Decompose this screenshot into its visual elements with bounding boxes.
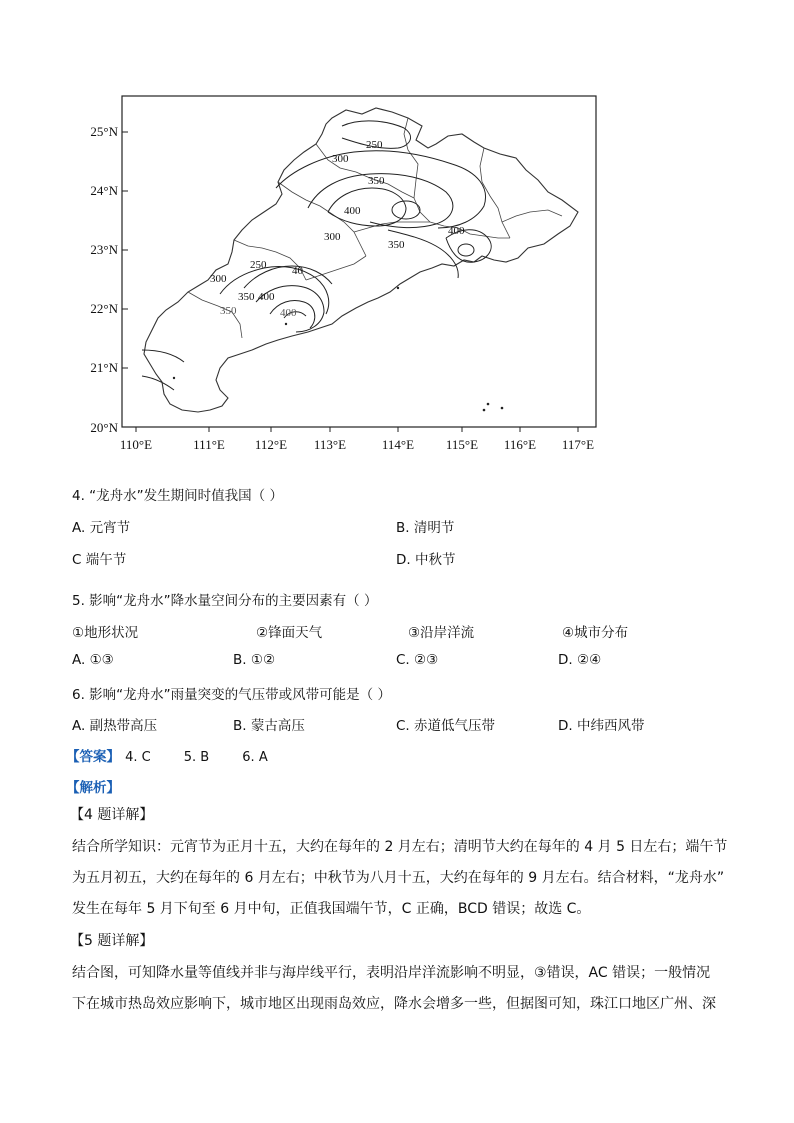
detail-4-line: 为五月初五，大约在每年的 6 月左右；中秋节为八月十五，大约在每年的 9 月左右。结合材料，“龙舟水” [72, 870, 725, 886]
q5-option-a[interactable]: A. ①③ [72, 652, 114, 668]
contour-label: 300 [324, 231, 341, 243]
contour-label: 350 [220, 305, 237, 317]
contour-label: 350 [368, 175, 385, 187]
lon-label: 112°E [254, 437, 288, 452]
contour-label: 40 [292, 265, 303, 277]
q5-option-b[interactable]: B. ①② [233, 652, 276, 668]
lon-label: 110°E [119, 437, 153, 452]
contour-label: 300 [332, 153, 349, 165]
q4-option-d[interactable]: D. 中秋节 [396, 552, 456, 568]
lat-label: 24°N [90, 183, 118, 198]
lat-label: 22°N [90, 301, 118, 316]
detail-5-title: 【5 题详解】 [70, 933, 154, 949]
isohyets [142, 121, 491, 390]
q5-option-d[interactable]: D. ②④ [558, 652, 602, 668]
contour-label: 350 [238, 291, 255, 303]
detail-4-title: 【4 题详解】 [70, 807, 154, 823]
contour-label: 350 [388, 239, 405, 251]
lon-axis [120, 427, 594, 452]
contour-label: 400 [448, 225, 465, 237]
contour-label: 400 [344, 205, 361, 217]
contour-label: 250 [366, 139, 383, 151]
q5-factor-2: ②锋面天气 [256, 625, 323, 641]
lat-label: 23°N [90, 242, 118, 257]
detail-5-line: 结合图，可知降水量等值线并非与海岸线平行，表明沿岸洋流影响不明显，③错误，AC 错误；一般情况 [72, 965, 711, 981]
lon-label: 114°E [381, 437, 415, 452]
q4-option-c[interactable]: C 端午节 [72, 552, 127, 568]
q5-factor-3: ③沿岸洋流 [408, 625, 475, 641]
detail-5-line: 下在城市热岛效应影响下，城市地区出现雨岛效应，降水会增多一些，但据图可知，珠江口地区广州、深 [72, 996, 716, 1012]
q5-option-c[interactable]: C. ②③ [396, 652, 439, 668]
lon-label: 111°E [193, 437, 225, 452]
question-6-stem: 6. 影响“龙舟水”雨量突变的气压带或风带可能是（ ） [72, 687, 391, 703]
lon-label: 113°E [313, 437, 347, 452]
lon-label: 115°E [445, 437, 479, 452]
answer-row [66, 745, 268, 765]
q5-factor-1: ①地形状况 [72, 625, 139, 641]
q6-option-d[interactable]: D. 中纬西风带 [558, 718, 645, 734]
contour-label: 400 [280, 307, 297, 319]
lat-label: 25°N [90, 124, 118, 139]
detail-4-line: 结合所学知识：元宵节为正月十五，大约在每年的 2 月左右；清明节大约在每年的 4 月 5 日左右；端午节 [72, 839, 728, 855]
province-outline [144, 108, 578, 412]
q6-option-c[interactable]: C. 赤道低气压带 [396, 718, 496, 734]
lon-label: 117°E [561, 437, 595, 452]
answer-label: 【答案】 [66, 749, 120, 765]
q6-option-a[interactable]: A. 副热带高压 [72, 718, 158, 734]
question-4-stem: 4. “龙舟水”发生期间时值我国（ ） [72, 488, 283, 504]
map-frame [122, 96, 596, 427]
q4-option-b[interactable]: B. 清明节 [396, 520, 455, 536]
answer-value: 4. C 5. B 6. A [125, 750, 268, 765]
q4-option-a[interactable]: A. 元宵节 [72, 520, 131, 536]
lat-label: 21°N [90, 360, 118, 375]
q5-factor-4: ④城市分布 [562, 625, 629, 641]
rainfall-map [70, 88, 610, 458]
contour-label: 250 [250, 259, 267, 271]
q6-option-b[interactable]: B. 蒙古高压 [233, 718, 305, 734]
contour-label: 300 [210, 273, 227, 285]
contour-label: 400 [258, 291, 275, 303]
detail-4-line: 发生在每年 5 月下旬至 6 月中旬，正值我国端午节，C 正确，BCD 错误；故选 C。 [72, 901, 591, 917]
lon-label: 116°E [503, 437, 537, 452]
lat-label: 20°N [90, 420, 118, 435]
analysis-label: 【解析】 [66, 780, 120, 796]
question-5-stem: 5. 影响“龙舟水”降水量空间分布的主要因素有（ ） [72, 593, 378, 609]
